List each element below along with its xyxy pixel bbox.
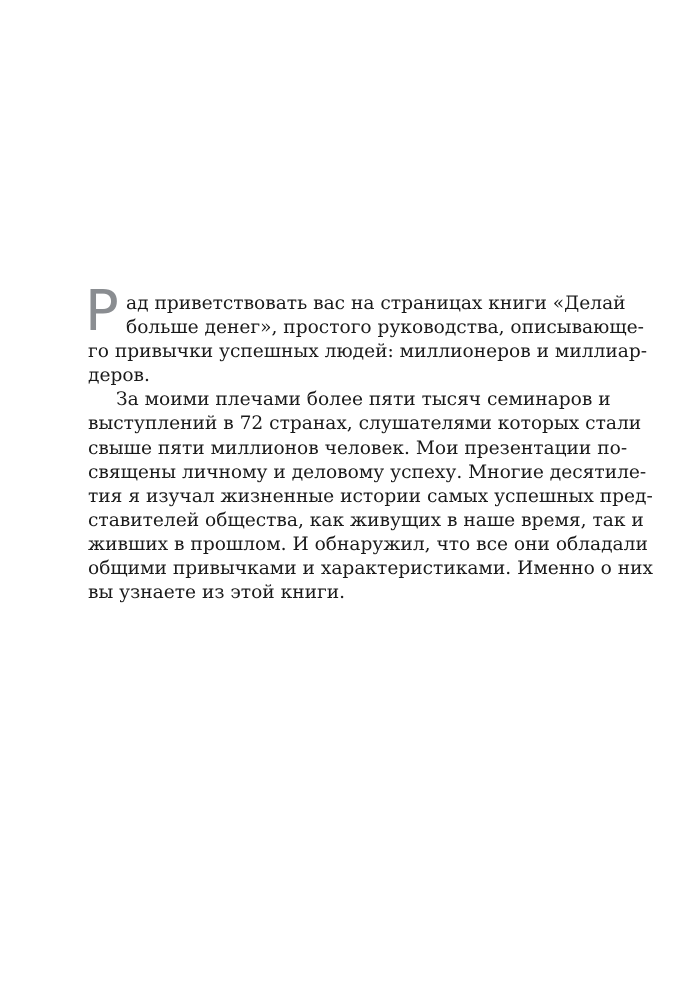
drop-cap-letter: Р [85,279,119,344]
text-line: тия я изучал жизненные истории самых успешных пред- [88,485,653,507]
text-line: больше денег», простого руководства, описывающе- [126,317,644,339]
text-line: свыше пяти миллионов человек. Мои презентации по- [88,437,628,459]
text-line: го привычки успешных людей: миллионеров и миллиар- [88,341,648,363]
text-line: священы личному и деловому успеху. Многие десятиле- [88,461,647,483]
text-line: вы узнаете из этой книги. [88,582,346,604]
text-line: выступлений в 72 странах, слушателями которых стали [88,413,642,435]
text-line: деров. [88,365,150,387]
book-text [85,279,654,605]
text-line: ставителей общества, как живущих в наше время, так и [88,509,644,531]
text-line: ад приветствовать вас на страницах книги «Делай [126,293,626,314]
text-line: живших в прошлом. И обнаружил, что все они обладали [88,533,648,555]
paragraph-2 [88,388,654,605]
text-line: За моими плечами более пяти тысяч семинаров и [116,389,611,411]
text-line: общими привычками и характеристиками. Именно о них [88,558,654,580]
paragraph-1 [85,279,648,388]
